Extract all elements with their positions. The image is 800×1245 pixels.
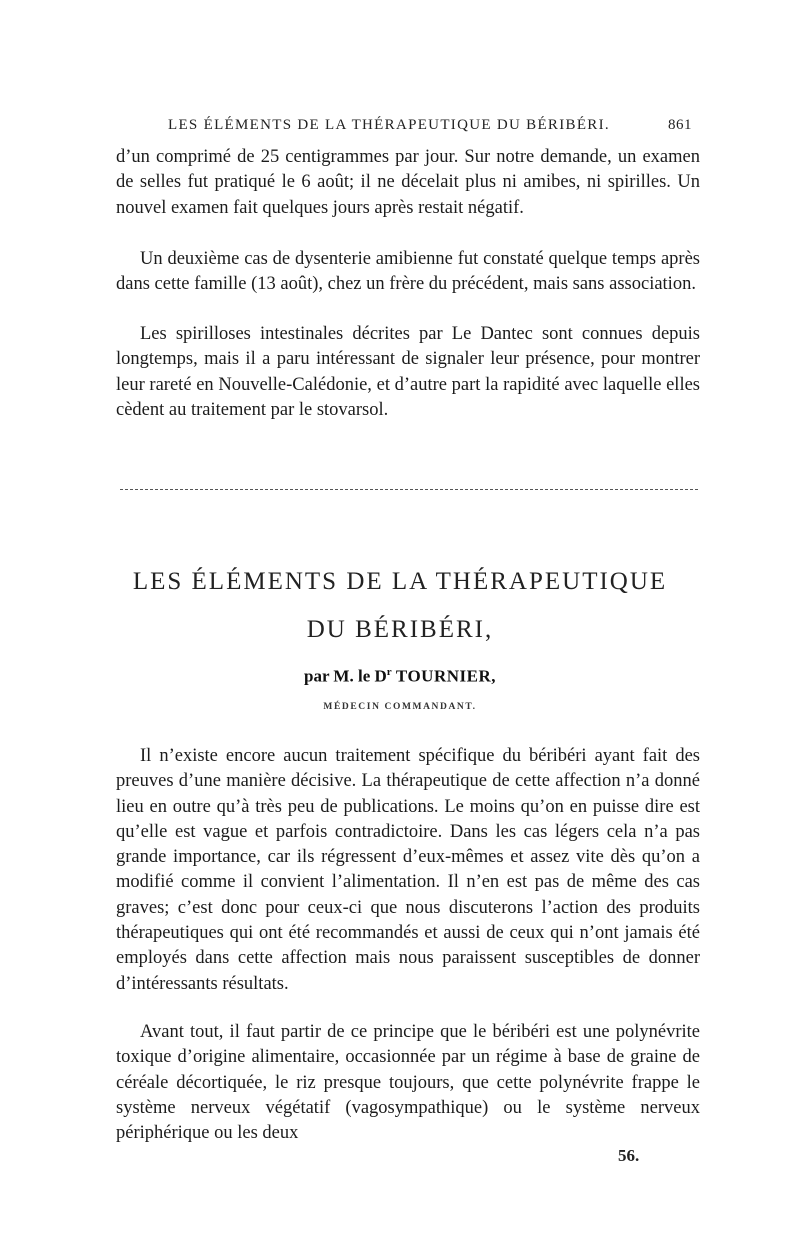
- author-rank: MÉDECIN COMMANDANT.: [323, 702, 477, 712]
- page-number: 861: [668, 117, 692, 133]
- running-head-title: LES ÉLÉMENTS DE LA THÉRAPEUTIQUE DU BÉRIBÉRI.: [168, 117, 610, 133]
- byline-prefix: par M. le D: [303, 666, 387, 686]
- article-title-line-1: LES ÉLÉMENTS DE LA THÉRAPEUTIQUE: [132, 568, 668, 595]
- running-head: [168, 117, 692, 134]
- previous-article-paragraph: Les spirilloses intestinales décrites par Le Dantec sont connues depuis longtemps, mais il a paru intéressant de signaler leur présence, pour montrer leur rareté en Nouvelle-Calédonie, et d’autre part la rapidité avec laquelle elles cèdent au traitement par le stovarsol.: [116, 324, 700, 420]
- section-divider: [120, 489, 698, 490]
- previous-article-paragraph: Un deuxième cas de dysenterie amibienne fut constaté quelque temps après dans cette famille (13 août), chez un frère du précédent, mais sans association.: [116, 249, 700, 295]
- article-byline: [0, 666, 800, 687]
- article-paragraph: Il n’existe encore aucun traitement spécifique du béribéri ayant fait des preuves d’une manière décisive. La thérapeutique de cette affection n’a donné lieu en outre qu’à très peu de publications. Le moins qu’on en puisse dire est qu’elle est vague et parfois contradictoire. Dans les cas légers cela n’a pas grande importance, car ils régressent d’eux-mêmes et assez vite dès qu’on a modifié comme il convient l’alimentation. Il n’en est pas de même des cas graves; c’est donc pour ceux-ci que nous discuterons l’action des produits thérapeutiques qui ont été recommandés et aussi de ceux qui n’ont jamais été employés dans cette affection mais nous paraissent susceptibles de donner d’intéressants résultats.: [116, 746, 700, 994]
- byline-superscript: r: [386, 666, 392, 678]
- article-title-line-2: DU BÉRIBÉRI,: [306, 616, 494, 643]
- author-name: TOURNIER,: [395, 666, 496, 686]
- signature-mark: 56.: [618, 1146, 640, 1165]
- article-paragraph: Avant tout, il faut partir de ce principe que le béribéri est une polynévrite toxique d’origine alimentaire, occasionnée par un régime à base de graine de céréale décortiquée, le riz presque toujours, que cette polynévrite frappe le système nerveux végétatif (vagosympathique) ou le système nerveux périphérique ou les deux: [116, 1022, 700, 1144]
- previous-article-paragraph: d’un comprimé de 25 centigrammes par jour. Sur notre demande, un examen de selles fut pratiqué le 6 août; il ne décelait plus ni amibes, ni spirilles. Un nouvel examen fait quelques jours après restait négatif.: [116, 147, 700, 218]
